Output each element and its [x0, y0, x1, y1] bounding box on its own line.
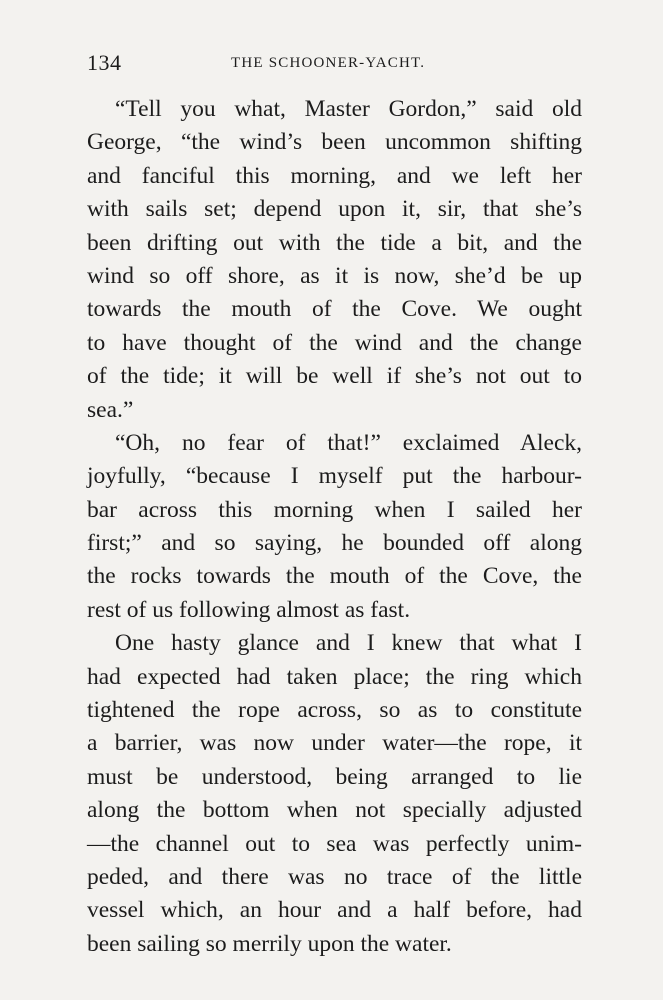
text-line: to have thought of the wind and the change: [87, 329, 582, 356]
text-line: One hasty glance and I knew that what I: [115, 630, 582, 657]
text-line: towards the mouth of the Cove. We ought: [87, 296, 582, 323]
text-line: “Oh, no fear of that!” exclaimed Aleck,: [115, 429, 582, 456]
text-line: wind so off shore, as it is now, she’d be up: [87, 262, 582, 289]
text-line: the rocks towards the mouth of the Cove, the: [87, 563, 582, 590]
page-header: [87, 50, 587, 80]
text-line: rest of us following almost as fast.: [87, 596, 411, 623]
text-line: must be understood, being arranged to lie: [87, 763, 582, 790]
text-line: of the tide; it will be well if she’s not out to: [87, 363, 582, 390]
text-line: been sailing so merrily upon the water.: [87, 930, 452, 957]
page-number: 134: [87, 50, 122, 75]
text-line: “Tell you what, Master Gordon,” said old: [115, 96, 582, 122]
body-text: [87, 93, 582, 961]
text-line: peded, and there was no trace of the little: [87, 863, 582, 890]
text-line: a barrier, was now under water—the rope, it: [87, 730, 582, 757]
text-line: bar across this morning when I sailed her: [87, 496, 582, 523]
text-line: had expected had taken place; the ring which: [87, 663, 582, 690]
text-line: been drifting out with the tide a bit, and the: [87, 229, 582, 256]
text-line: with sails set; depend upon it, sir, that she’s: [87, 196, 582, 223]
text-line: George, “the wind’s been uncommon shifting: [87, 129, 582, 156]
text-line: joyfully, “because I myself put the harbour-: [87, 463, 582, 490]
text-line: tightened the rope across, so as to constitute: [87, 697, 582, 724]
text-line: and fanciful this morning, and we left her: [87, 162, 582, 189]
text-line: along the bottom when not specially adjusted: [87, 797, 582, 824]
text-line: sea.”: [87, 396, 134, 423]
text-line: —the channel out to sea was perfectly unim-: [87, 830, 582, 857]
text-line: vessel which, an hour and a half before, had: [87, 897, 582, 924]
running-head: THE SCHOONER-YACHT.: [231, 55, 426, 71]
text-line: first;” and so saying, he bounded off along: [87, 530, 582, 557]
